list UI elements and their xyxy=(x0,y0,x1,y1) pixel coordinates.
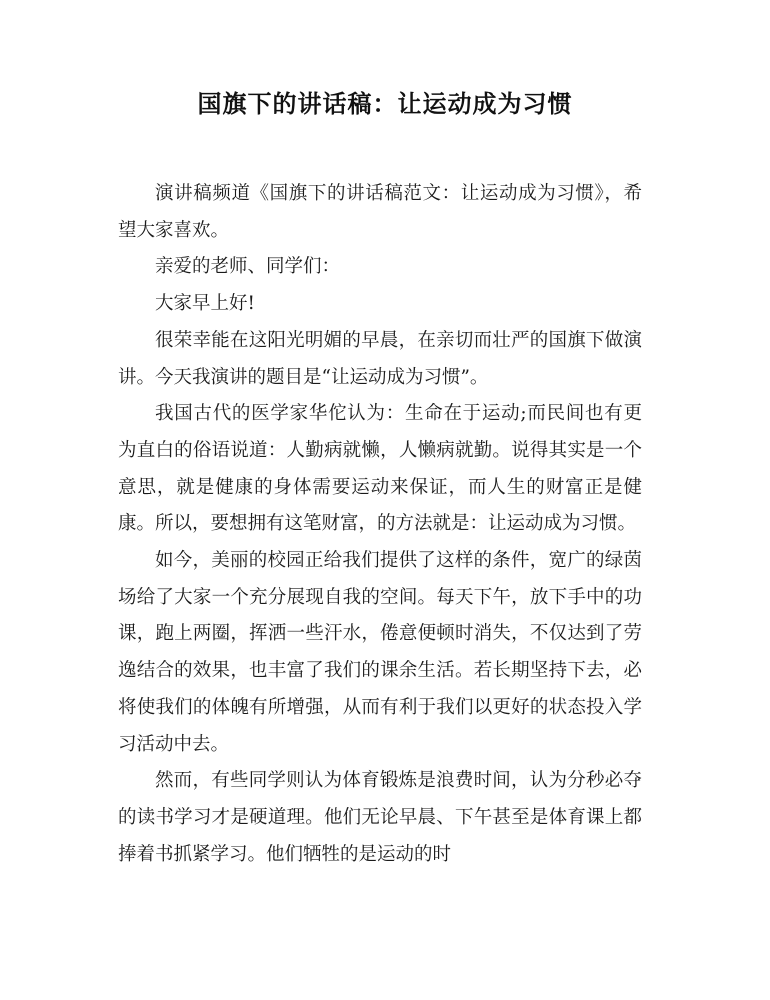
paragraph: 如今，美丽的校园正给我们提供了这样的条件，宽广的绿茵场给了大家一个充分展现自我的空间。每天下午，放下手中的功课，跑上两圈，挥洒一些汗水，倦意便顿时消失，不仅达到了劳逸结合的效果，也丰富了我们的课余生活。若长期坚持下去，必将使我们的体魄有所增强，从而有利于我们以更好的状态投入学习活动中去。 xyxy=(118,550,642,755)
document-body xyxy=(118,176,642,873)
paragraph: 大家早上好! xyxy=(155,293,255,315)
paragraph: 然而，有些同学则认为体育锻炼是浪费时间，认为分秒必夺的读书学习才是硬道理。他们无论早晨、下午甚至是体育课上都捧着书抓紧学习。他们牺牲的是运动的时 xyxy=(118,770,642,865)
document-title: 国旗下的讲话稿：让运动成为习惯 xyxy=(197,90,573,118)
paragraph: 亲爱的老师、同学们： xyxy=(155,256,341,278)
paragraph: 演讲稿频道《国旗下的讲话稿范文：让运动成为习惯》，希望大家喜欢。 xyxy=(118,183,642,241)
paragraph: 很荣幸能在这阳光明媚的早晨，在亲切而壮严的国旗下做演讲。今天我演讲的题目是“让运动成为习惯”。 xyxy=(118,329,642,388)
paragraph: 我国古代的医学家华佗认为：生命在于运动;而民间也有更为直白的俗语说道：人勤病就懒，人懒病就勤。说得其实是一个意思，就是健康的身体需要运动来保证，而人生的财富正是健康。所以，要想拥有这笔财富，的方法就是：让运动成为习惯。 xyxy=(118,403,642,535)
